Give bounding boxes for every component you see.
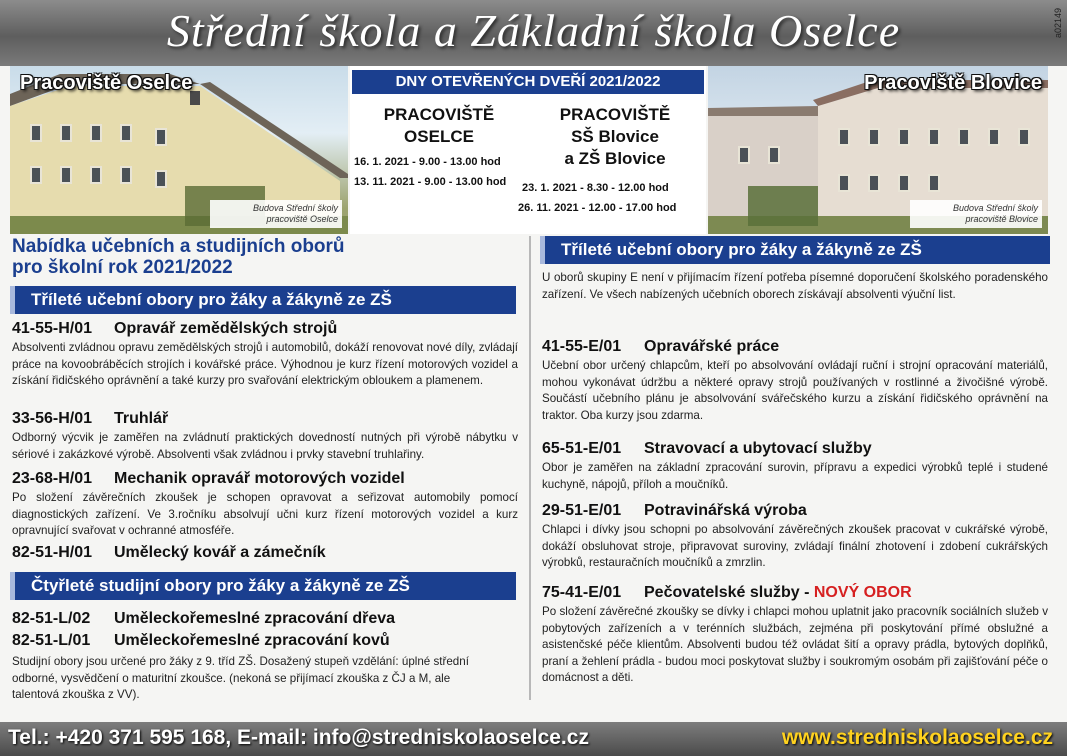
photo-left-caption-line1: Budova Střední školy bbox=[252, 203, 338, 213]
photo-oselce-building bbox=[10, 66, 348, 234]
program-code: 82-51-L/01 bbox=[12, 632, 91, 649]
offer-title-line2: pro školní rok 2021/2022 bbox=[12, 257, 233, 278]
program-description: Obor je zaměřen na základní zpracování surovin, přípravu a expedici výrobků teplé i studené kuchyně, nápojů, příloh a moučníků. bbox=[542, 461, 1048, 491]
site2-date-1: 23. 1. 2021 - 8.30 - 12.00 hod bbox=[522, 182, 669, 194]
program-title bbox=[542, 338, 779, 356]
program-code: 82-51-L/02 bbox=[12, 610, 91, 627]
site1-date-1: 16. 1. 2021 - 9.00 - 13.00 hod bbox=[354, 156, 501, 168]
photo-right-caption bbox=[910, 200, 1042, 228]
open-days-banner: DNY OTEVŘENÝCH DVEŘÍ 2021/2022 bbox=[352, 70, 704, 94]
program-description: Odborný výcvik je zaměřen na zvládnutí praktických dovedností nutných při výrobě nábytku v sériové i zakázkové výrobě. Absolventi však zvládnou i prvky stavební truhlařiny. bbox=[12, 431, 518, 461]
program-code: 33-56-H/01 bbox=[12, 410, 93, 427]
program-title bbox=[542, 502, 807, 520]
right-section-banner: Tříleté učební obory pro žáky a žákyně ze ZŠ bbox=[540, 236, 1050, 264]
program-description: Absolventi zvládnou opravu zemědělských strojů i automobilů, dokáží renovovat nové díly, zvládají práce na kovoobráběcích strojích i kovářské práce. Výhodnou je kurz řízení motorových vozidel a získání řidičského oprávnění a také kurzy pro svařování elektrickým obloukem a plamenem. bbox=[12, 341, 518, 388]
left-section2-banner: Čtyřleté studijní obory pro žáky a žákyně ze ZŠ bbox=[10, 572, 516, 600]
program-title bbox=[12, 470, 405, 488]
site2-title-line3: a ZŠ Blovice bbox=[564, 149, 666, 168]
new-program-badge: NOVÝ OBOR bbox=[813, 584, 912, 601]
right-intro-text: U oborů skupiny E není v přijímacím řízení potřeba písemné doporučení školského poradenského zařízení. Ve všech nabízených učebních oborech získávají absolventi výuční list. bbox=[542, 271, 1048, 301]
program-title bbox=[12, 320, 337, 338]
program-name: Potravinářská výroba bbox=[644, 502, 807, 519]
footer-contact: Tel.: +420 371 595 168, E-mail: info@stredniskolaoselce.cz bbox=[8, 726, 589, 749]
program-name: Mechanik opravář motorových vozidel bbox=[114, 470, 405, 487]
program-title bbox=[542, 440, 872, 458]
program-code: 75-41-E/01 bbox=[542, 584, 622, 601]
photo-right-caption-line1: Budova Střední školy bbox=[952, 203, 1038, 213]
program-title bbox=[542, 584, 912, 602]
site1-title-line1: PRACOVIŠTĚ bbox=[383, 105, 495, 124]
program-description: Učební obor určený chlapcům, kteří po absolvování ovládají ruční i strojní opracování materiálů, mohou vykonávat údržbu a některé opravy strojů používaných v rostlinné a živočišné výrobě. Součástí učebního plánu je absolvování svářečského kurzu a získání řidičského oprávnění na traktor. Oba kurzy jsou zdarma. bbox=[542, 359, 1048, 422]
program-code: 41-55-H/01 bbox=[12, 320, 93, 337]
photo-blovice-building bbox=[708, 66, 1048, 234]
site1-title-line2: OSELCE bbox=[404, 127, 474, 146]
program-description: Po složení závěrečné zkoušky se dívky i chlapci mohou uplatnit jako pracovník sociálních služeb v pobytových zařízeních a v terénních službách, zejména při poskytování přímé obslužné a asistenčské péče klientům. Absolventi budou též ovládat šití a opravy prádla, bytových doplňků, praní a žehlení prádla - budou moci poskytovat služby i soukromým osobám při zajišťování péče o domácnost a děti. bbox=[542, 605, 1048, 685]
program-code: 65-51-E/01 bbox=[542, 440, 622, 457]
site2-title-line2: SŠ Blovice bbox=[571, 127, 659, 146]
photo-right-caption-line2: pracoviště Blovice bbox=[965, 214, 1038, 224]
program-code: 41-55-E/01 bbox=[542, 338, 622, 355]
site2-title-line1: PRACOVIŠTĚ bbox=[559, 105, 671, 124]
program-code: 82-51-H/01 bbox=[12, 544, 93, 561]
site2-date-2: 26. 11. 2021 - 12.00 - 17.00 hod bbox=[518, 202, 677, 214]
open-days-site2-title bbox=[540, 104, 690, 170]
program-description: Chlapci i dívky jsou schopni po absolvování závěrečných zkoušek pracovat v cukrářské výrobě, dokáží obsluhovat stroje, připravovat suroviny, zvládají finální zhotovení i zdobení cukrářských výrobků, restauračních moučníků a zmrzlin. bbox=[542, 523, 1048, 570]
footer-website-link[interactable]: www.stredniskolaoselce.cz bbox=[781, 726, 1053, 749]
study-programs-description: Studijní obory jsou určené pro žáky z 9. tříd ZŠ. Dosažený stupeň vzdělání: úplné střední odborné, vysvědčení o maturitní zkoušce. (nekoná se přijímací zkouška z ČJ a M, ale talentová zkouška z VV). bbox=[12, 655, 469, 702]
program-name: Opravářské práce bbox=[644, 338, 780, 355]
program-name: Truhlář bbox=[114, 410, 169, 427]
column-divider bbox=[529, 236, 531, 700]
offer-title bbox=[12, 236, 345, 278]
program-code: 23-68-H/01 bbox=[12, 470, 93, 487]
program-title bbox=[12, 610, 395, 628]
open-days-box bbox=[350, 66, 706, 234]
program-name: Umělecký kovář a zámečník bbox=[114, 544, 326, 561]
offer-title-line1: Nabídka učebních a studijních oborů bbox=[12, 236, 345, 257]
document-code: a02149 bbox=[1053, 8, 1063, 39]
header-band bbox=[0, 0, 1067, 66]
new-program-separator: - bbox=[799, 584, 814, 601]
photo-left-caption bbox=[210, 200, 342, 228]
program-title bbox=[12, 410, 168, 428]
photo-right-label: Pracoviště Blovice bbox=[864, 72, 1042, 94]
program-title bbox=[12, 544, 326, 562]
site1-date-2: 13. 11. 2021 - 9.00 - 13.00 hod bbox=[354, 176, 507, 188]
program-name: Stravovací a ubytovací služby bbox=[644, 440, 872, 457]
program-name: Uměleckořemeslné zpracování kovů bbox=[114, 632, 390, 649]
photo-left-label: Pracoviště Oselce bbox=[20, 72, 193, 94]
program-title bbox=[12, 632, 390, 650]
page-title: Střední škola a Základní škola Oselce bbox=[166, 5, 901, 56]
program-code: 29-51-E/01 bbox=[542, 502, 622, 519]
left-section1-banner: Tříleté učební obory pro žáky a žákyně ze ZŠ bbox=[10, 286, 516, 314]
program-description: Po složení závěrečních zkoušek je schopen opravovat a seřizovat automobily pomocí diagnostických zařízení. Ve 3.ročníku absolvují učni kurz řízení motorových vozidel a kurz opravnující svařovat v ochranné atmosféře. bbox=[12, 491, 518, 538]
footer-band bbox=[0, 722, 1067, 756]
program-name: Pečovatelské služby bbox=[644, 584, 800, 601]
photo-left-caption-line2: pracoviště Oselce bbox=[266, 214, 338, 224]
program-name: Uměleckořemeslné zpracování dřeva bbox=[114, 610, 396, 627]
program-name: Opravář zemědělských strojů bbox=[114, 320, 338, 337]
open-days-site1-title bbox=[354, 104, 524, 148]
